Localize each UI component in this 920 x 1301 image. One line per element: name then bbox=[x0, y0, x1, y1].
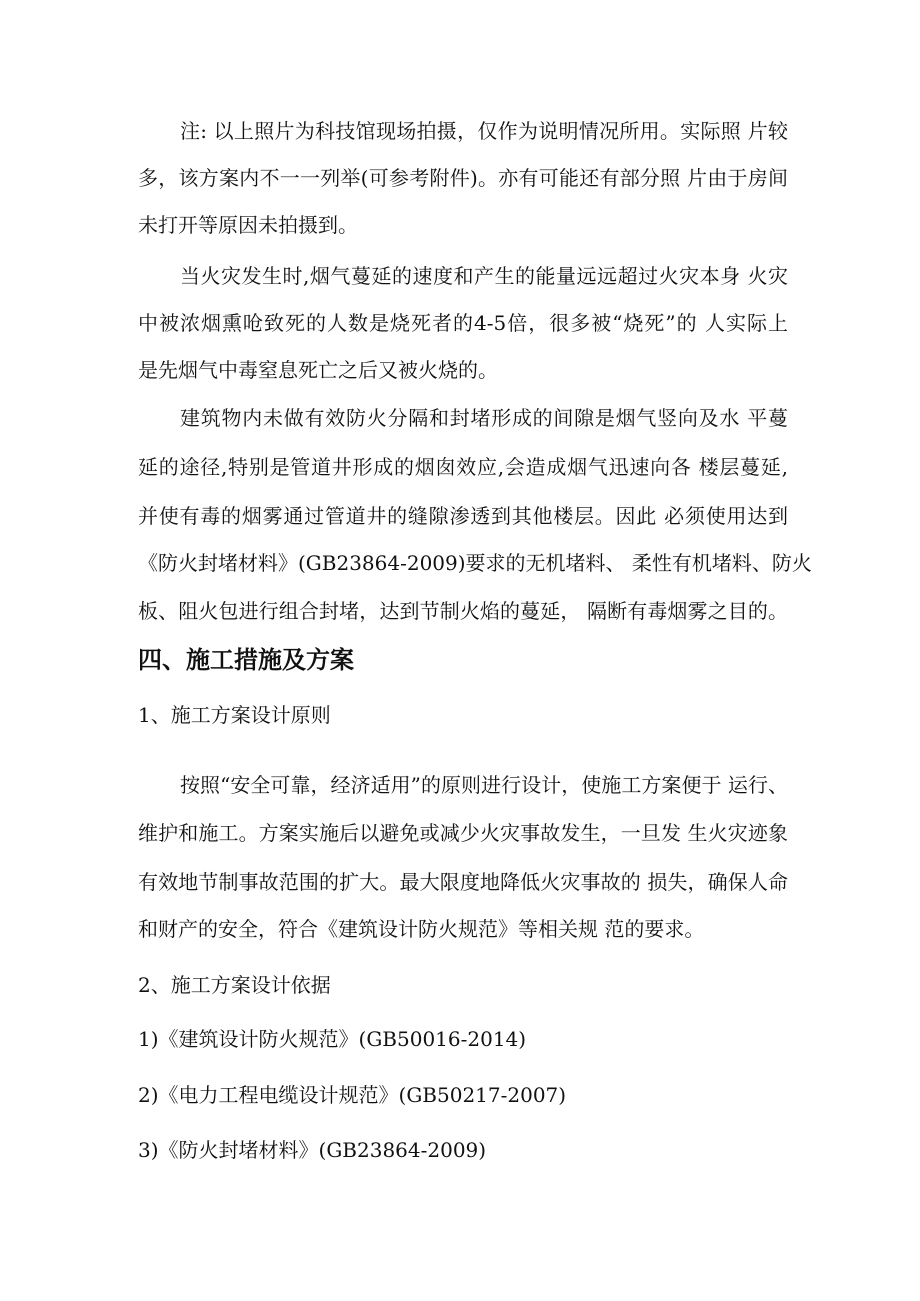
paragraph-line: 中被浓烟熏呛致死的人数是烧死者的4-5倍，很多被“烧死”的 人实际上 bbox=[138, 311, 788, 335]
reference-item: 3)《防火封堵材料》(GB23864-2009) bbox=[138, 1138, 487, 1162]
paragraph-line: 注: 以上照片为科技馆现场拍摄，仅作为说明情况所用。实际照 片较 bbox=[180, 119, 788, 143]
paragraph-line: 是先烟气中毒窒息死亡之后又被火烧的。 bbox=[138, 358, 498, 382]
paragraph-line: 延的途径,特别是管道井形成的烟囱效应,会造成烟气迅速向各 楼层蔓延, bbox=[138, 455, 788, 479]
paragraph-line: 维护和施工。方案实施后以避免或减少火灾事故发生，一旦发 生火灾迹象 bbox=[138, 821, 788, 845]
subsection-title: 1、施工方案设计原则 bbox=[138, 703, 331, 727]
paragraph-line: 多，该方案内不一一列举(可参考附件)。亦有可能还有部分照 片由于房间 bbox=[138, 166, 788, 190]
paragraph-line: 建筑物内未做有效防火分隔和封堵形成的间隙是烟气竖向及水 平蔓 bbox=[180, 406, 788, 430]
paragraph-line: 未打开等原因未拍摄到。 bbox=[138, 213, 358, 237]
paragraph-line: 和财产的安全，符合《建筑设计防火规范》等相关规 范的要求。 bbox=[138, 917, 705, 941]
paragraph-line: 当火灾发生时,烟气蔓延的速度和产生的能量远远超过火灾本身 火灾 bbox=[180, 264, 788, 288]
paragraph-line: 有效地节制事故范围的扩大。最大限度地降低火灾事故的 损失，确保人命 bbox=[138, 870, 788, 894]
paragraph-line: 《防火封堵材料》(GB23864-2009)要求的无机堵料、 柔性有机堵料、防火 bbox=[138, 551, 812, 575]
paragraph-line: 板、阻火包进行组合封堵，达到节制火焰的蔓延， 隔断有毒烟雾之目的。 bbox=[138, 599, 788, 623]
subsection-title: 2、施工方案设计依据 bbox=[138, 973, 331, 997]
paragraph-line: 按照“安全可靠，经济适用”的原则进行设计，使施工方案便于 运行、 bbox=[180, 773, 788, 797]
reference-item: 1)《建筑设计防火规范》(GB50016-2014) bbox=[138, 1027, 527, 1051]
paragraph-line: 并使有毒的烟雾通过管道井的缝隙渗透到其他楼层。因此 必须使用达到 bbox=[138, 504, 788, 528]
section-heading: 四、施工措施及方案 bbox=[138, 646, 354, 674]
reference-item: 2)《电力工程电缆设计规范》(GB50217-2007) bbox=[138, 1083, 567, 1107]
